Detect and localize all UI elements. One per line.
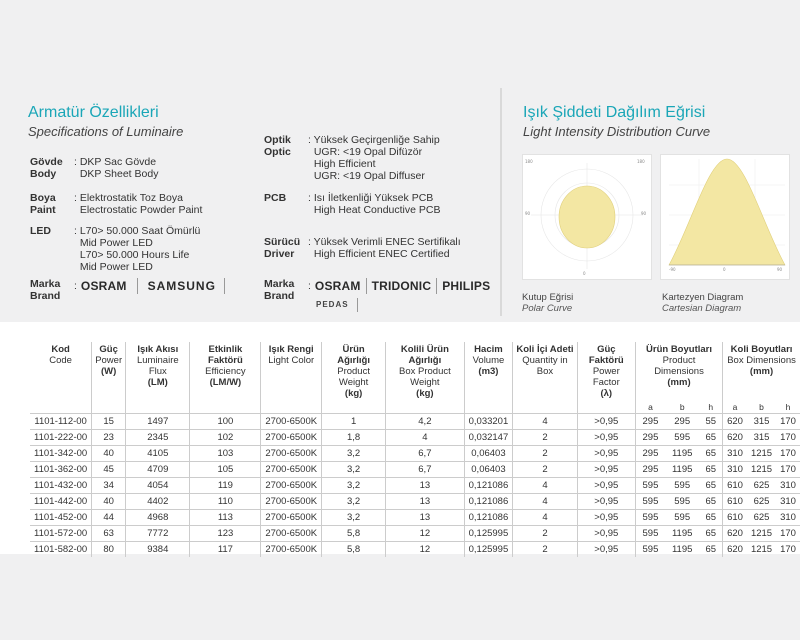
table-cell: 2 [513,446,577,462]
table-cell: 5,8 [322,526,386,542]
polar-curve-shape [559,186,615,248]
product-code-cell: 1101-112-00 [30,414,92,430]
table-cell: 100 [190,414,261,430]
table-cell: 1215 [747,446,776,462]
polar-caption-en: Polar Curve [522,303,573,314]
table-cell: 0,125995 [464,542,513,558]
table-cell: 315 [747,430,776,446]
table-cell: 65 [699,446,722,462]
table-cell: 1195 [665,526,699,542]
table-cell: 65 [699,430,722,446]
table-cell: 2700-6500K [261,478,322,494]
table-cell: 4105 [126,446,190,462]
table-cell: 44 [92,510,126,526]
table-cell: 0,125995 [464,526,513,542]
brand-label-tr-2: Marka [264,278,295,290]
cartesian-caption-en: Cartesian Diagram [662,303,742,314]
table-cell: 13 [386,510,464,526]
brand-samsung: SAMSUNG [147,279,216,293]
spec-label: Boya [30,192,56,204]
table-cell: 2700-6500K [261,446,322,462]
table-cell: 4,2 [386,414,464,430]
svg-text:-90: -90 [669,267,676,272]
table-cell: 6,7 [386,446,464,462]
table-cell: >0,95 [577,526,635,542]
table-header-cell: Koli İçi Adeti Quantity in Box [513,342,577,401]
table-cell: 7772 [126,526,190,542]
table-cell: 40 [92,446,126,462]
table-cell: 1215 [747,526,776,542]
table-cell: 1215 [747,462,776,478]
table-cell: >0,95 [577,462,635,478]
table-cell: 23 [92,430,126,446]
spec-value-line: High Heat Conductive PCB [308,204,441,216]
table-row [30,542,800,558]
table-cell: 65 [699,510,722,526]
svg-text:90: 90 [525,211,531,216]
spec-value-line: : Isı İletkenliği Yüksek PCB [308,192,434,204]
table-cell: 13 [386,478,464,494]
table-cell: 2 [513,430,577,446]
table-cell: 4709 [126,462,190,478]
table-cell: 1215 [747,542,776,558]
table-row [30,462,800,478]
product-code-cell: 1101-362-00 [30,462,92,478]
spec-label-en: Paint [30,204,56,216]
table-cell: 625 [747,510,776,526]
spec-value-line: Mid Power LED [74,261,153,273]
table-cell: 12 [386,526,464,542]
table-cell: 1497 [126,414,190,430]
table-row [30,494,800,510]
table-cell: 625 [747,494,776,510]
table-cell: 65 [699,526,722,542]
spec-value-line: Electrostatic Powder Paint [74,204,203,216]
spec-label: Gövde [30,156,63,168]
table-cell: 2 [513,526,577,542]
table-cell: 12 [386,542,464,558]
table-cell: 620 [723,430,747,446]
table-cell: 595 [635,494,665,510]
spec-title: Armatür Özellikleri [28,104,159,121]
spec-label: PCB [264,192,287,204]
table-cell: 610 [723,478,747,494]
product-code-cell: 1101-582-00 [30,542,92,558]
spec-value-line: : L70> 50.000 Saat Ömürlü [74,225,201,237]
product-code-cell: 1101-452-00 [30,510,92,526]
table-body [30,414,800,558]
table-cell: 2700-6500K [261,494,322,510]
curve-title: Işık Şiddeti Dağılım Eğrisi [523,104,706,121]
table-cell: 1,8 [322,430,386,446]
table-cell: 9384 [126,542,190,558]
table-cell: 1195 [665,462,699,478]
spec-value-line: : Yüksek Verimli ENEC Sertifikalı [308,236,461,248]
table-cell: >0,95 [577,430,635,446]
dimension-letter: b [679,402,685,412]
svg-text:0: 0 [583,271,586,276]
table-cell: 595 [665,494,699,510]
product-table-section [0,322,800,554]
table-cell: 4 [513,478,577,494]
table-cell: 65 [699,494,722,510]
table-header-cell: Kod Code [49,344,72,366]
table-cell: 4 [513,510,577,526]
table-cell: 170 [776,414,800,430]
table-cell: 3,2 [322,478,386,494]
table-cell: 3,2 [322,510,386,526]
table-cell: 0,121086 [464,478,513,494]
svg-text:90: 90 [777,267,783,272]
table-cell: 595 [665,430,699,446]
table-cell: 4054 [126,478,190,494]
table-cell: 80 [92,542,126,558]
section-divider [500,88,502,316]
table-row [30,478,800,494]
table-cell: 4402 [126,494,190,510]
table-row [30,430,800,446]
brand-tridonic: TRIDONIC [371,279,432,293]
spec-label-en: Optic [264,146,291,158]
table-cell: 105 [190,462,261,478]
table-cell: 63 [92,526,126,542]
table-cell: 4968 [126,510,190,526]
table-header-cell: Ürün Ağırlığı Product Weight (kg) [322,342,386,401]
table-cell: 0,121086 [464,510,513,526]
product-code-cell: 1101-432-00 [30,478,92,494]
table-cell: 295 [635,462,665,478]
brand-philips: PHILIPS [442,279,491,293]
table-cell: 295 [635,414,665,430]
table-cell: 0,033201 [464,414,513,430]
spec-label-en: Driver [264,248,295,260]
curve-subtitle: Light Intensity Distribution Curve [523,124,711,139]
spec-value-line: UGR: <19 Opal Difüzör [308,146,423,158]
specs-section: Armatür Özellikleri Specifications of Luminaire Gövde Body : DKP Sac Gövde DKP Sheet Body Boya Paint : Elektrostatik Toz Boya Electrostatic Powder Paint LED : L70> 50.000 Saat Ömürlü Mid Power LED L70> 50.000 Hours Life Mid Power LED Optik Optic : Yüksek Geçirgenliğe Sahip UGR: <19 Opal Difüzör High Efficient UGR: <19 Opal Diffuser PCB : Isı İletkenliği Yüksek PCB High Heat Conductive PCB Sürücü Driver : Yüksek Verimli ENEC Sertifikalı High Efficient ENEC Certified Marka Brand : OSRAM SAMSUNG Marka Brand : OSRAM TRIDONIC PHILIPS PEDAS Işık Şiddeti Dağılım Eğrisi Light Intensity Distribution Curve 180 180 90 90 0 -90 0 90 Kutup Eğrisi Polar Curve Kartezyen Diagram Cartesian Diagram [0,88,800,316]
svg-text:90: 90 [641,211,647,216]
table-cell: 123 [190,526,261,542]
brand-label-en: Brand [30,290,61,302]
table-header-cell: Kolili Ürün Ağırlığı Box Product Weight (kg) [386,342,464,401]
table-cell: 45 [92,462,126,478]
table-row [30,414,800,430]
curve-header [523,104,710,139]
table-header-cell: Işık Rengi Light Color [261,342,322,401]
table-cell: 0,121086 [464,494,513,510]
table-cell: 595 [635,526,665,542]
table-cell: 0,06403 [464,462,513,478]
table-cell: 1 [322,414,386,430]
table-cell: 2700-6500K [261,542,322,558]
table-cell: 65 [699,462,722,478]
table-cell: 4 [386,430,464,446]
spec-subtitle: Specifications of Luminaire [28,124,184,139]
dimension-letter: a [635,401,665,414]
table-cell: 170 [776,430,800,446]
table-cell: 65 [699,478,722,494]
spec-label: Sürücü [264,236,301,248]
table-cell: 170 [776,526,800,542]
table-cell: 117 [190,542,261,558]
dimension-letter: a [723,401,747,414]
table-cell: 595 [635,478,665,494]
table-cell: 310 [723,462,747,478]
table-header-cell: Işık Akısı Luminaire Flux (LM) [126,342,190,401]
table-dimension-letters-row [30,401,800,414]
table-cell: 6,7 [386,462,464,478]
spec-value-line: Mid Power LED [74,237,153,249]
table-cell: >0,95 [577,542,635,558]
table-header-cell: Güç Faktörü Power Factor (λ) [577,342,635,401]
table-row [30,510,800,526]
product-code-cell: 1101-572-00 [30,526,92,542]
table-cell: 595 [665,510,699,526]
polar-curve-chart [522,154,652,280]
table-cell: 310 [776,478,800,494]
table-header-row [30,342,800,401]
spec-label: LED [30,225,51,237]
brand-osram-2: OSRAM [314,279,361,293]
table-cell: 620 [723,542,747,558]
spec-value-line: : DKP Sac Gövde [74,156,157,168]
table-cell: 170 [776,446,800,462]
table-cell: 5,8 [322,542,386,558]
table-cell: 625 [747,478,776,494]
table-cell: 119 [190,478,261,494]
table-cell: 315 [747,414,776,430]
table-cell: 3,2 [322,462,386,478]
table-cell: 2700-6500K [261,414,322,430]
table-cell: 0,06403 [464,446,513,462]
table-header-cell: Güç Power (W) [92,342,126,401]
brand-osram: OSRAM [80,279,127,293]
table-cell: 113 [190,510,261,526]
table-cell: 620 [723,526,747,542]
spec-value-line: High Efficient ENEC Certified [308,248,450,260]
table-cell: 595 [635,510,665,526]
table-cell: 310 [723,446,747,462]
table-cell: 1195 [665,542,699,558]
spec-label: Optik [264,134,291,146]
table-cell: 2700-6500K [261,510,322,526]
table-cell: 170 [776,542,800,558]
table-cell: 102 [190,430,261,446]
table-cell: 2345 [126,430,190,446]
svg-text:180: 180 [637,159,645,164]
product-table [30,342,800,557]
svg-text:0: 0 [723,267,726,272]
dimension-letter: b [759,402,764,412]
cartesian-caption: Kartezyen Diagram [662,292,744,303]
table-cell: 310 [776,510,800,526]
table-cell: >0,95 [577,494,635,510]
table-cell: 310 [776,494,800,510]
spec-value-line: : Elektrostatik Toz Boya [74,192,183,204]
table-cell: 34 [92,478,126,494]
table-header-cell: Ürün Boyutları Product Dimensions (mm) [635,342,722,401]
dimension-letter: h [708,402,714,412]
svg-text:180: 180 [525,159,533,164]
table-cell: 40 [92,494,126,510]
table-cell: 3,2 [322,446,386,462]
table-cell: 15 [92,414,126,430]
spec-value-line: High Efficient [308,158,376,170]
cartesian-diagram-chart [660,154,790,280]
table-header-cell: Koli Boyutları Box Dimensions (mm) [723,342,800,401]
table-cell: >0,95 [577,478,635,494]
table-cell: 595 [635,542,665,558]
spec-value-line: DKP Sheet Body [74,168,159,180]
table-header-cell: Etkinlik Faktörü Efficiency (LM/W) [190,342,261,401]
table-cell: 610 [723,494,747,510]
table-cell: 610 [723,510,747,526]
table-header-cell: Hacim Volume (m3) [464,342,513,401]
table-cell: 2 [513,542,577,558]
product-code-cell: 1101-442-00 [30,494,92,510]
table-cell: 2 [513,462,577,478]
dimension-letter: h [785,402,791,412]
spec-value-line: L70> 50.000 Hours Life [74,249,190,261]
table-cell: 2700-6500K [261,526,322,542]
table-cell: 2700-6500K [261,462,322,478]
table-cell: >0,95 [577,510,635,526]
table-cell: 295 [665,414,699,430]
table-cell: 13 [386,494,464,510]
brand-label-en-2: Brand [264,290,295,302]
table-row [30,526,800,542]
product-code-cell: 1101-222-00 [30,430,92,446]
table-row [30,446,800,462]
table-cell: 0,032147 [464,430,513,446]
spec-label-en: Body [30,168,57,180]
product-code-cell: 1101-342-00 [30,446,92,462]
spec-header [28,104,183,139]
table-cell: 4 [513,494,577,510]
table-cell: 595 [665,478,699,494]
table-cell: 295 [635,430,665,446]
table-cell: 103 [190,446,261,462]
polar-caption: Kutup Eğrisi [522,292,574,303]
table-cell: 1195 [665,446,699,462]
table-cell: 620 [723,414,747,430]
table-cell: >0,95 [577,414,635,430]
cartesian-curve-shape [669,159,785,265]
table-cell: 170 [776,462,800,478]
table-cell: 65 [699,542,722,558]
table-cell: 3,2 [322,494,386,510]
table-cell: 295 [635,446,665,462]
table-cell: 55 [699,414,722,430]
table-cell: 2700-6500K [261,430,322,446]
table-cell: 4 [513,414,577,430]
table-cell: 110 [190,494,261,510]
brand-pedas: PEDAS [316,300,349,309]
spec-value-line: UGR: <19 Opal Diffuser [308,170,425,182]
table-cell: >0,95 [577,446,635,462]
brand-label-tr: Marka [30,278,61,290]
spec-value-line: : Yüksek Geçirgenliğe Sahip [308,134,440,146]
